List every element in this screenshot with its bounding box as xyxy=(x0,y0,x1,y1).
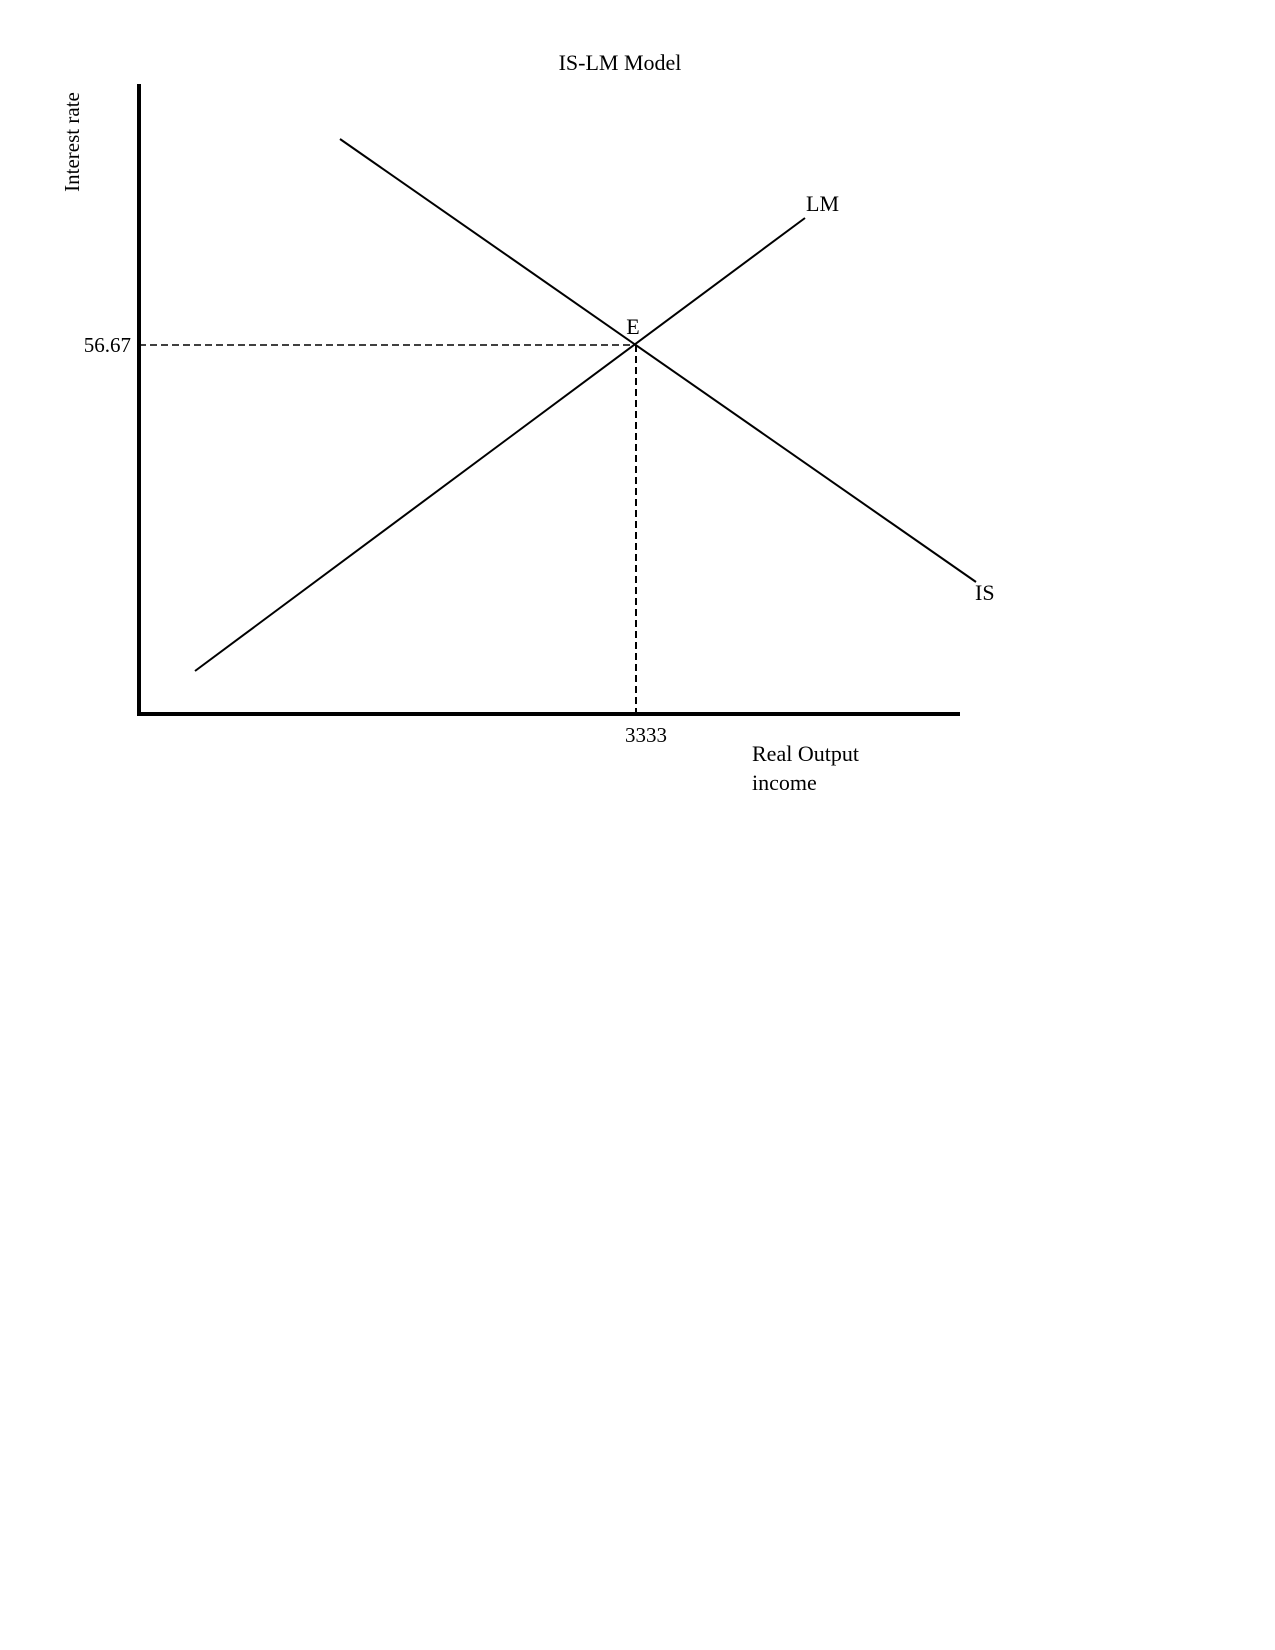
lm-curve-label: LM xyxy=(806,191,839,216)
x-axis-label-line-1: Real Output xyxy=(752,741,859,766)
equilibrium-point-label: E xyxy=(626,314,640,339)
is-curve-label: IS xyxy=(975,580,995,605)
is-curve xyxy=(340,139,976,582)
x-axis-label-line-2: income xyxy=(752,770,817,795)
y-axis-label: Interest rate xyxy=(60,92,84,192)
y-equilibrium-tick-label: 56.67 xyxy=(83,333,131,357)
chart-title: IS-LM Model xyxy=(558,50,682,75)
x-equilibrium-tick-label: 3333 xyxy=(625,723,667,747)
lm-curve xyxy=(195,218,805,671)
